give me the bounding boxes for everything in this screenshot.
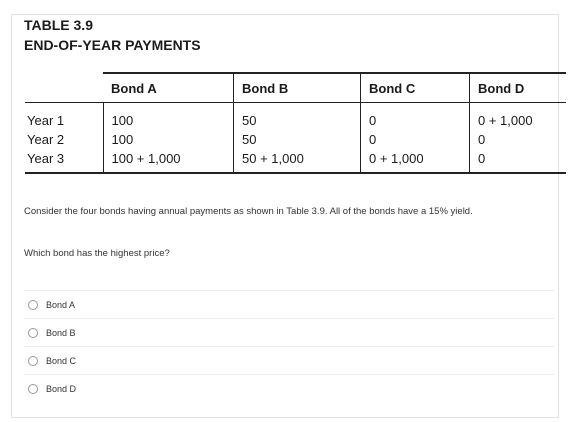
row-label-year-2: Year 2 [25, 130, 103, 149]
row-label-year-3: Year 3 [25, 149, 103, 173]
radio-button-icon[interactable] [28, 356, 38, 366]
column-header-bond-b: Bond B [234, 73, 361, 103]
table-row [25, 149, 566, 173]
option-bond-d[interactable] [24, 374, 554, 402]
radio-button-icon[interactable] [28, 328, 38, 338]
question-prompt: Which bond has the highest price? [24, 248, 170, 259]
radio-button-icon[interactable] [28, 384, 38, 394]
table-subtitle: END-OF-YEAR PAYMENTS [24, 37, 201, 53]
table-cell: 100 [103, 130, 234, 149]
table-cell: 50 + 1,000 [234, 149, 361, 173]
table-row [25, 130, 566, 149]
option-label: Bond A [46, 299, 76, 310]
option-bond-b[interactable] [24, 318, 554, 346]
option-label: Bond D [46, 383, 77, 394]
table-cell: 0 + 1,000 [361, 149, 470, 173]
option-label: Bond B [46, 327, 76, 338]
table-header-row [25, 73, 566, 103]
table-cell: 100 + 1,000 [103, 149, 234, 173]
table-cell: 0 [470, 149, 567, 173]
table-cell: 0 [478, 132, 486, 147]
table-cell: 0 [361, 103, 470, 131]
column-header-bond-d: Bond D [470, 73, 567, 103]
table-cell: 50 [234, 103, 361, 131]
table-corner [25, 73, 103, 103]
table-cell: 100 [103, 103, 234, 131]
option-bond-c[interactable] [24, 346, 554, 374]
question-text: Consider the four bonds having annual payments as shown in Table 3.9. All of the bonds have a 15% yield. [24, 206, 473, 217]
row-label-year-1: Year 1 [25, 103, 103, 131]
table-cell: 0 [361, 130, 470, 149]
payments-table [25, 72, 566, 174]
option-label: Bond C [46, 355, 77, 366]
table-row [25, 103, 566, 131]
column-header-bond-a: Bond A [103, 73, 234, 103]
radio-button-icon[interactable] [28, 300, 38, 310]
table-cell: 50 [234, 130, 361, 149]
answer-options [24, 290, 554, 402]
table-cell: 0 + 1,000 [478, 113, 533, 128]
column-header-bond-c: Bond C [361, 73, 470, 103]
table-title: TABLE 3.9 [24, 17, 93, 33]
option-bond-a[interactable] [24, 290, 554, 318]
